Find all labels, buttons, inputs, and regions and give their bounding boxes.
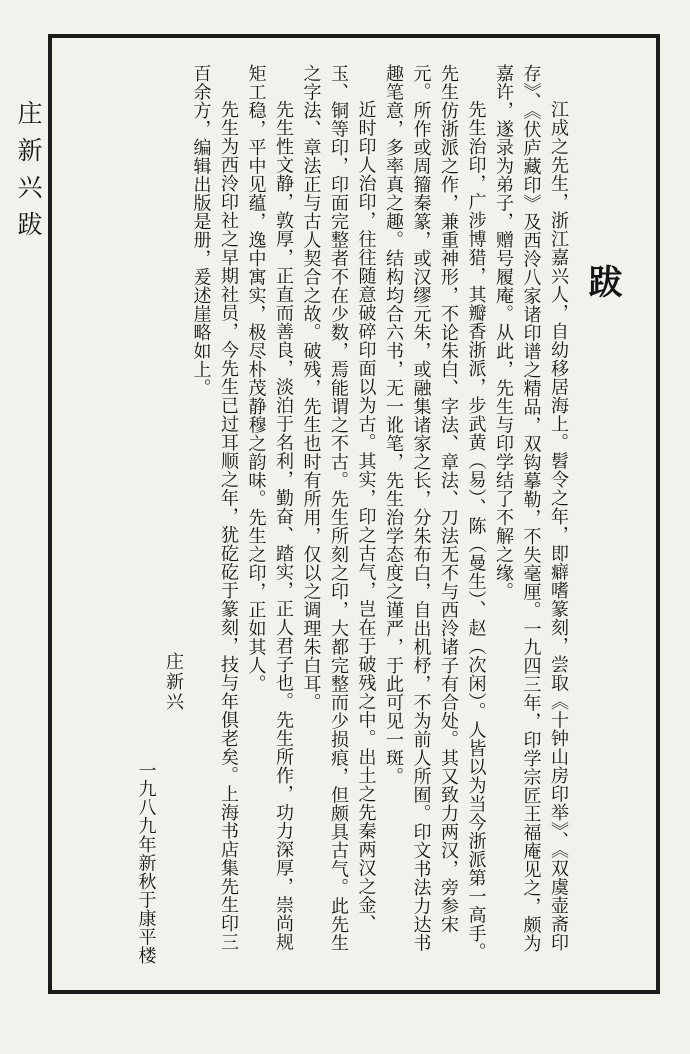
paragraph-5: 先生为西泠印社之早期社员，今先生已过耳顺之年，犹矻矻于篆刻，技与年俱老矣。上海书店集先生印三百余方，编辑出版是册，爰述崖略如上。 [190,64,239,951]
paragraph-3: 近时印人治印，往往随意破碎印面以为古。其实，印之古气，岂在于破残之中。出土之先秦两汉之金、玉、铜等印，印面完整者不在少数，焉能谓之不古。先生所刻之印，大都完整而少损痕，但颇具古气。此先生之字法、章法正与古人契合之故。破残，先生也时有所用，仅以之调理朱白耳。 [300,64,377,952]
paragraph-4: 先生性文静，敦厚，正直而善良，淡泊于名利，勤奋、踏实，正人君子也。先生所作，功力深厚，崇尚规矩工稳，平中见蕴，逸中寓实，极尽朴茂静穆之韵味。先生之印，正如其人。 [245,64,294,951]
heading: 跋 [582,264,622,300]
paragraph-2: 先生治印，广涉博猎，其瓣香浙派，步武黄（易）、陈（曼生）、赵（次闲）。人皆以为当今浙派第一高手。先生仿浙派之作，兼重神形，不论朱白、字法、章法、刀法无不与西泠诸子有合处。其又致力两汉，旁参宋元。所作或周籀秦篆，或汉缪元朱，或融集诸家之长，分朱布白，自出机杼，不为前人所囿。印文书法力达书趣笔意，多率真之趣。结构均合六书，无一讹笔，先生治学态度之谨严，于此可见一斑。 [383,64,487,961]
paragraph-1: 江成之先生，浙江嘉兴人，自幼移居海上。髫令之年，即癖嗜篆刻，尝取《十钟山房印举》、《双虞壶斋印存》、《伏庐藏印》及西泠八家诸印谱之精品，双钩摹勒，不失毫厘。一九四三年，印学宗匠王福庵见之，颇为嘉许，遂录为弟子，赠号履庵。从此，先生与印学结了不解之缘。 [493,64,569,953]
postscript-text [132,64,622,964]
signature-date: 一九八九年新秋于康平楼 [135,760,157,964]
signature-name: 庄新兴 [163,652,184,712]
page-frame [48,34,660,994]
side-title: 庄新兴跋 [14,100,43,248]
